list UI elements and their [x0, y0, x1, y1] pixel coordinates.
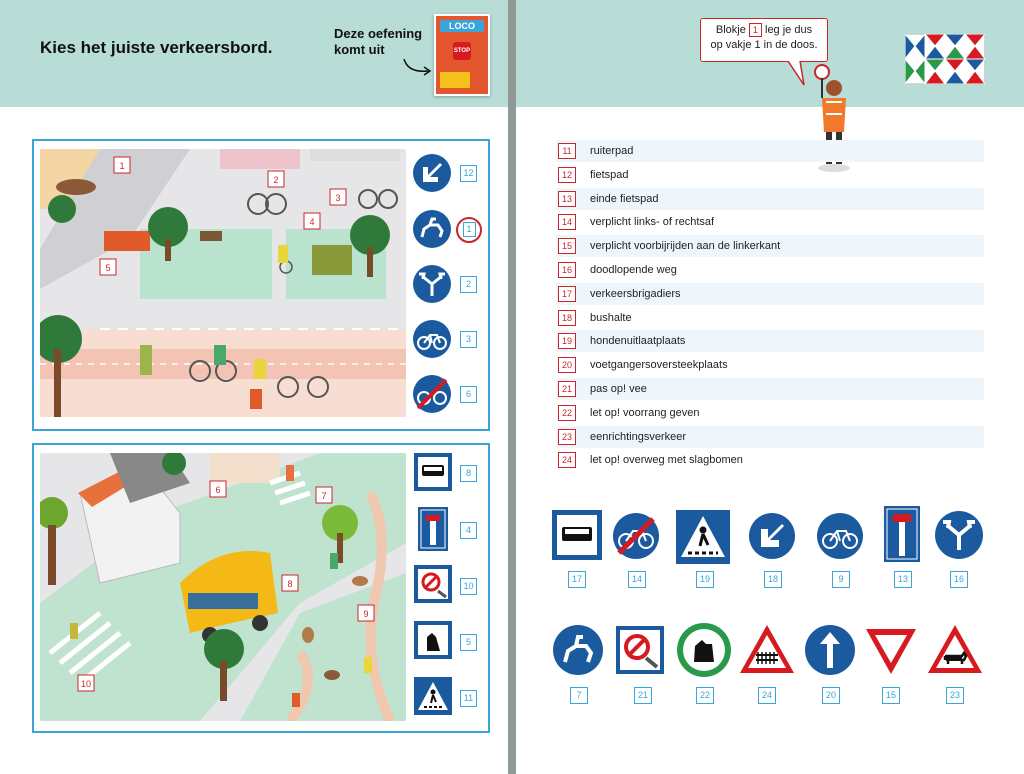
sign-number: 10	[460, 578, 477, 595]
option-number: 20	[822, 687, 840, 704]
list-item: 23 eenrichtingsverkeer	[556, 426, 984, 448]
option-number: 16	[950, 571, 968, 588]
give-way-sign-option[interactable]	[864, 626, 918, 676]
book-cover	[434, 14, 490, 96]
cycle-path-sign-option[interactable]	[814, 510, 866, 562]
bubble-tail-icon	[786, 61, 806, 87]
sign-number: 2	[460, 276, 477, 293]
right-page	[516, 0, 1024, 774]
speech-bubble: Blokje 1 leg je dus op vakje 1 in de doos.	[700, 18, 828, 62]
street-scene-2	[40, 453, 406, 721]
exercise-frame-1	[32, 139, 490, 431]
bridleway-sign-option[interactable]	[550, 622, 606, 678]
list-item: 18 bushalte	[556, 307, 984, 329]
sign-number: 11	[460, 690, 477, 707]
post-label: 8	[287, 579, 293, 589]
option-number: 17	[568, 571, 586, 588]
option-number: 18	[764, 571, 782, 588]
arrow-down-left-sign[interactable]	[410, 151, 454, 195]
sign-number: 6	[460, 386, 477, 403]
arrow-icon	[400, 55, 434, 79]
option-number: 22	[696, 687, 714, 704]
option-number: 9	[832, 571, 850, 588]
sign-number: 8	[460, 465, 477, 482]
list-item: 20 voetgangersoversteekplaats	[556, 354, 984, 376]
sign-number: 12	[460, 165, 477, 182]
cattle-warning-sign-option[interactable]	[926, 622, 984, 676]
bus-stop-sign[interactable]	[414, 453, 452, 491]
exercise-frame-2	[32, 443, 490, 733]
pedestrian-crossing-sign[interactable]	[414, 677, 452, 715]
option-number: 15	[882, 687, 900, 704]
post-label: 4	[309, 217, 315, 227]
level-crossing-sign-option[interactable]	[738, 622, 796, 676]
post-label: 10	[80, 679, 92, 689]
list-item: 13 einde fietspad	[556, 188, 984, 210]
option-number: 7	[570, 687, 588, 704]
post-label: 3	[335, 193, 341, 203]
book-logo: LOCO	[440, 20, 484, 32]
option-number: 23	[946, 687, 964, 704]
dead-end-sign[interactable]	[418, 507, 448, 551]
list-item: 24 let op! overweg met slagbomen	[556, 449, 984, 471]
book-badge	[440, 72, 470, 88]
sign-description-list	[556, 140, 984, 473]
book-spine	[508, 0, 516, 774]
sign-number: 3	[460, 331, 477, 348]
answer-circle[interactable]: 1	[456, 217, 482, 243]
dog-walking-sign[interactable]	[414, 621, 452, 659]
pedestrian-crossing-sign-option[interactable]	[676, 510, 730, 564]
list-item: 14 verplicht links- of rechtsaf	[556, 211, 984, 233]
post-label: 5	[105, 263, 111, 273]
list-item: 17 verkeersbrigadiers	[556, 283, 984, 305]
end-cycle-path-sign-option[interactable]	[610, 510, 662, 562]
dead-end-sign-option[interactable]	[884, 506, 920, 562]
bridleway-sign[interactable]	[410, 207, 454, 251]
post-label: 2	[273, 175, 279, 185]
list-item: 15 verplicht voorbijrijden aan de linkerkant	[556, 235, 984, 257]
left-page	[0, 0, 508, 774]
option-number: 13	[894, 571, 912, 588]
cycle-path-sign[interactable]	[410, 317, 454, 361]
list-item: 11 ruiterpad	[556, 140, 984, 162]
source-note: Deze oefening komt uit	[334, 26, 423, 57]
left-or-right-sign-option[interactable]	[932, 508, 986, 562]
list-item: 12 fietspad	[556, 164, 984, 186]
post-label: 1	[119, 161, 125, 171]
list-item: 16 doodlopende weg	[556, 259, 984, 281]
list-item: 22 let op! voorrang geven	[556, 402, 984, 424]
list-item: 21 pas op! vee	[556, 378, 984, 400]
list-item: 19 hondenuitlaatplaats	[556, 330, 984, 352]
example-box: 1	[749, 23, 762, 37]
left-or-right-sign[interactable]	[410, 262, 454, 306]
option-number: 14	[628, 571, 646, 588]
arrow-down-left-sign-option[interactable]	[746, 510, 798, 562]
option-number: 24	[758, 687, 776, 704]
option-number: 21	[634, 687, 652, 704]
post-label: 7	[321, 491, 327, 501]
answer-pattern-icon	[905, 34, 985, 84]
post-label: 6	[215, 485, 221, 495]
no-cattle-sign[interactable]	[414, 565, 452, 603]
sign-number: 5	[460, 634, 477, 651]
option-number: 19	[696, 571, 714, 588]
one-way-sign-option[interactable]	[802, 622, 858, 678]
post-label: 9	[363, 609, 369, 619]
bus-stop-sign-option[interactable]	[552, 510, 602, 560]
street-scene-1	[40, 149, 406, 417]
end-cycle-path-sign[interactable]	[410, 372, 454, 416]
exercise-title: Kies het juiste verkeersbord.	[40, 38, 273, 57]
book-stop-sign: STOP	[453, 42, 471, 60]
no-cattle-sign-option[interactable]	[616, 626, 664, 674]
dog-walking-sign-option[interactable]	[676, 622, 732, 678]
sign-number: 4	[460, 522, 477, 539]
